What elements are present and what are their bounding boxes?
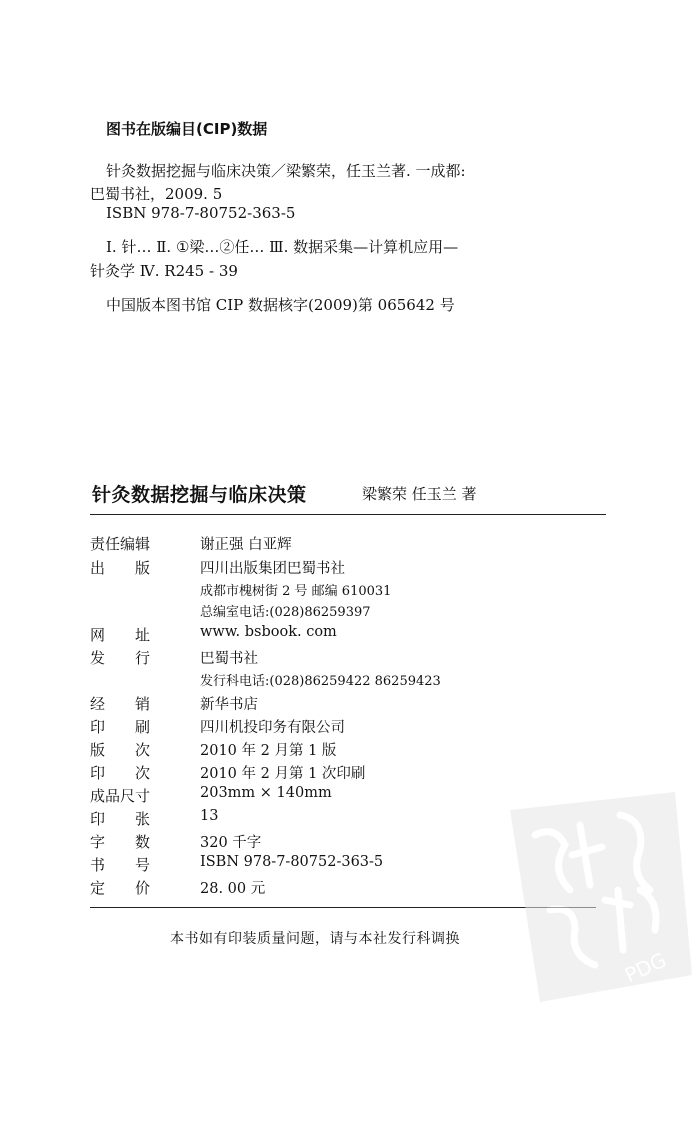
issuer-label: 发 行 [90,649,150,667]
price-label: 定 价 [90,879,150,897]
printer-label: 印 刷 [90,718,150,736]
price-value: 28. 00 元 [200,881,266,897]
distributor-value: 新华书店 [200,697,258,713]
publisher-phone: 总编室电话:(028)86259397 [200,605,371,620]
issuer-phone: 发行科电话:(028)86259422 86259423 [200,674,441,689]
distributor-label: 经 销 [90,695,150,713]
watermark-text: PDG [620,947,671,988]
publisher-label: 出 版 [90,559,150,577]
printing-label: 印 次 [90,764,150,782]
cip-title: 图书在版编目(CIP)数据 [106,120,268,138]
publisher-value: 四川出版集团巴蜀书社 [200,561,345,577]
website-value: www. bsbook. com [200,624,337,640]
words-label: 字 数 [90,833,150,851]
cip-line-publisher: 巴蜀书社，2009. 5 [90,185,223,203]
book-authors: 梁繁荣 任玉兰 著 [362,485,477,503]
size-label: 成品尺寸 [90,787,151,805]
isbn-label: 书 号 [90,856,150,874]
print-quality-notice: 本书如有印装质量问题，请与本社发行科调换 [170,931,460,947]
publisher-address: 成都市槐树街 2 号 邮编 610031 [200,584,392,599]
cip-line-title-authors: 针灸数据挖掘与临床决策／梁繁荣，任玉兰著. 一成都: [106,162,466,180]
cip-line-subjects: Ⅰ. 针… Ⅱ. ①梁…②任… Ⅲ. 数据采集—计算机应用— [106,238,459,256]
title-rule [90,514,606,515]
printer-value: 四川机投印务有限公司 [200,720,345,736]
isbn-value: ISBN 978-7-80752-363-5 [200,854,384,870]
editors-label: 责任编辑 [90,535,151,553]
edition-value: 2010 年 2 月第 1 版 [200,743,337,759]
cip-line-data-number: 中国版本图书馆 CIP 数据核字(2009)第 065642 号 [106,296,455,314]
cip-line-isbn: ISBN 978-7-80752-363-5 [106,204,296,222]
edition-label: 版 次 [90,741,150,759]
words-value: 320 千字 [200,835,262,851]
sheets-value: 13 [200,808,219,824]
pdg-watermark-stamp [470,770,696,1010]
size-value: 203mm × 140mm [200,785,332,801]
book-title: 针灸数据挖掘与临床决策 [92,484,307,506]
website-label: 网 址 [90,626,150,644]
sheets-label: 印 张 [90,810,150,828]
printing-value: 2010 年 2 月第 1 次印刷 [200,766,366,782]
editors-value: 谢正强 白亚辉 [200,537,292,553]
issuer-value: 巴蜀书社 [200,651,258,667]
cip-line-classification: 针灸学 Ⅳ. R245 - 39 [90,262,238,280]
